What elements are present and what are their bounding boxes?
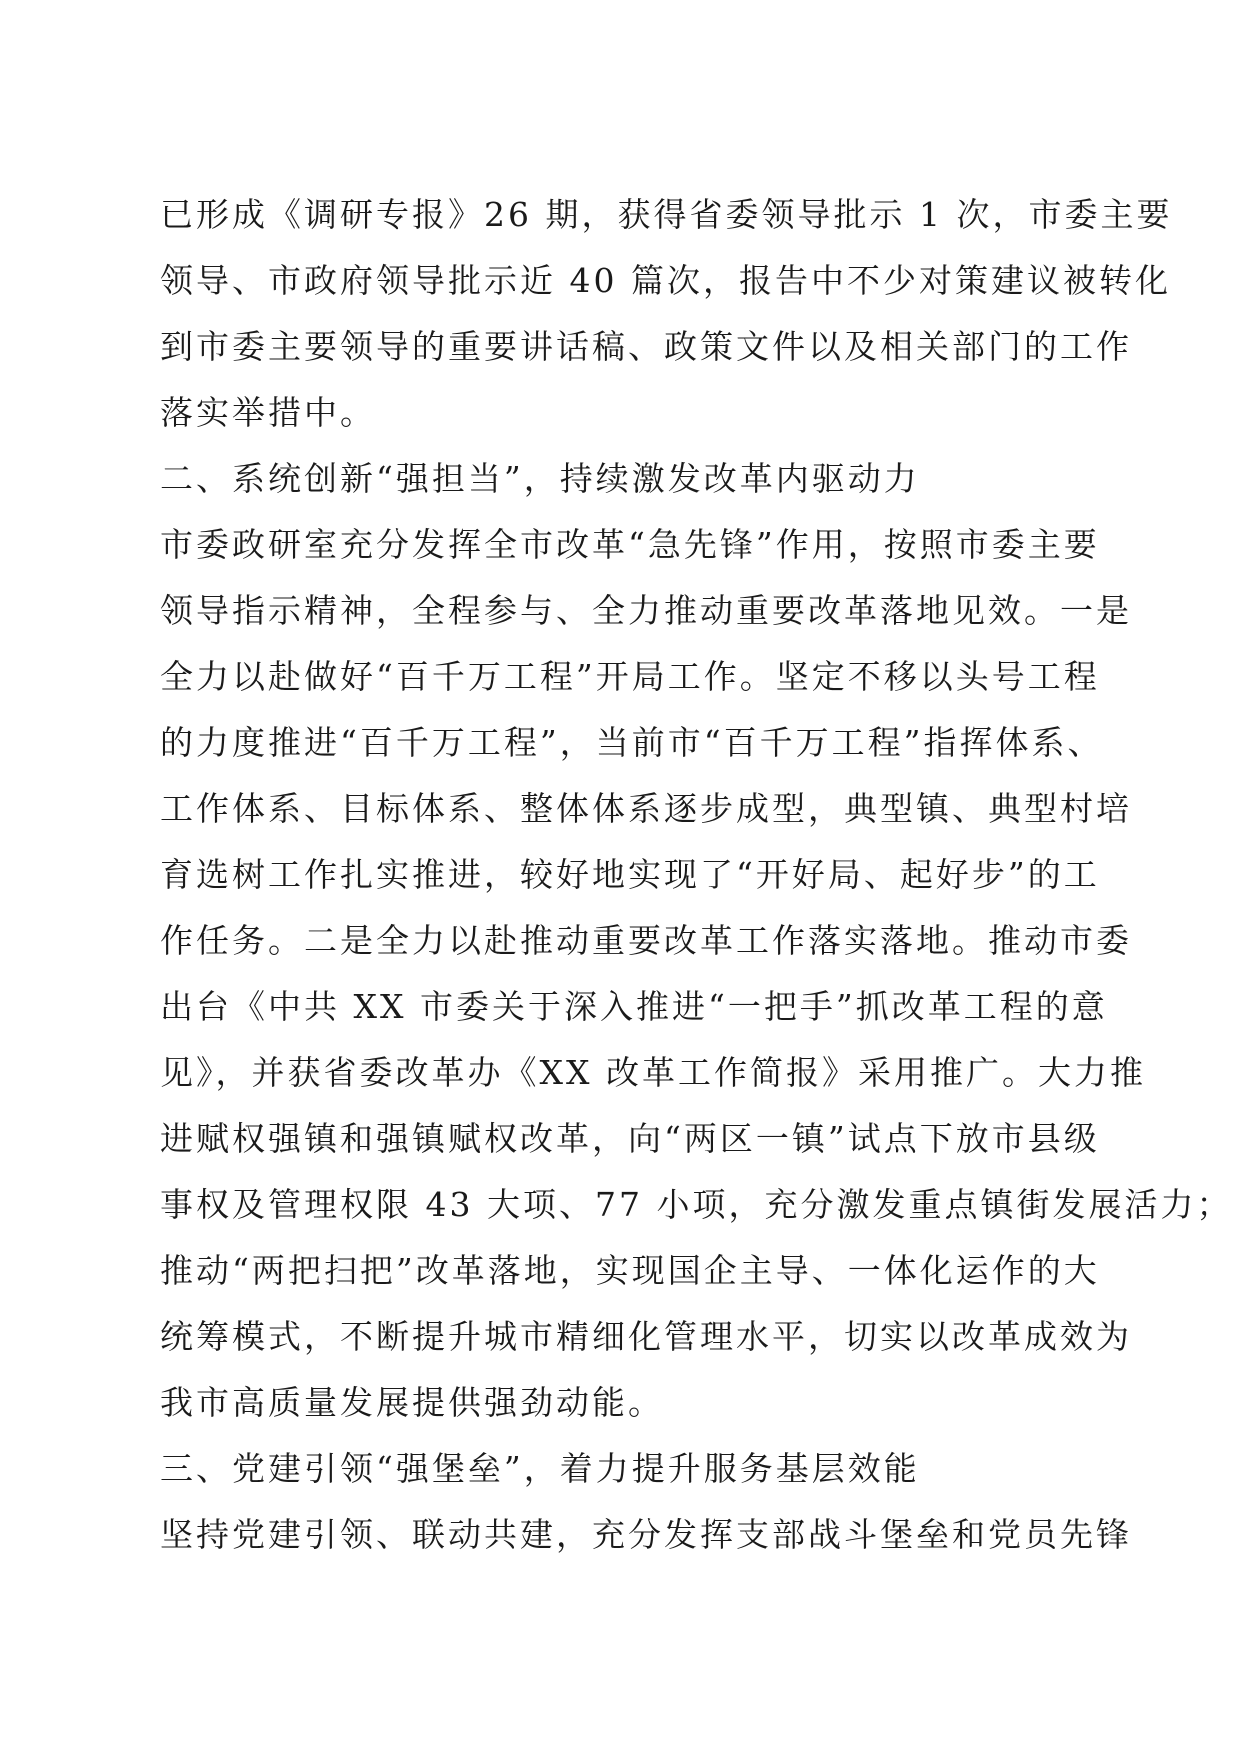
text-line: 出台《中共 XX 市委关于深入推进“一把手”抓改革工程的意: [160, 987, 1108, 1026]
text-line: 的力度推进“百千万工程”，当前市“百千万工程”指挥体系、: [160, 723, 1104, 762]
text-line: 工作体系、目标体系、整体体系逐步成型，典型镇、典型村培: [160, 789, 1132, 828]
text-line: 见》，并获省委改革办《XX 改革工作简报》采用推广。大力推: [160, 1053, 1146, 1092]
text-line: 事权及管理权限 43 大项、77 小项，充分激发重点镇街发展活力；: [160, 1185, 1233, 1224]
text-line: 到市委主要领导的重要讲话稿、政策文件以及相关部门的工作: [160, 327, 1132, 366]
text-line: 落实举措中。: [160, 393, 376, 432]
text-line: 统筹模式，不断提升城市精细化管理水平，切实以改革成效为: [160, 1317, 1132, 1356]
text-line: 已形成《调研专报》26 期，获得省委领导批示 1 次，市委主要: [160, 195, 1173, 234]
section-heading-2: 二、系统创新“强担当”，持续激发改革内驱动力: [160, 459, 920, 498]
text-line: 育选树工作扎实推进，较好地实现了“开好局、起好步”的工: [160, 855, 1100, 894]
section-heading-3: 三、党建引领“强堡垒”，着力提升服务基层效能: [160, 1449, 920, 1488]
text-line: 全力以赴做好“百千万工程”开局工作。坚定不移以头号工程: [160, 657, 1100, 696]
body-text: [160, 182, 1233, 1568]
text-line: 进赋权强镇和强镇赋权改革，向“两区一镇”试点下放市县级: [160, 1119, 1100, 1158]
text-line: 推动“两把扫把”改革落地，实现国企主导、一体化运作的大: [160, 1251, 1100, 1290]
text-line: 领导指示精神，全程参与、全力推动重要改革落地见效。一是: [160, 591, 1132, 630]
text-line: 市委政研室充分发挥全市改革“急先锋”作用，按照市委主要: [160, 525, 1100, 564]
text-line: 作任务。二是全力以赴推动重要改革工作落实落地。推动市委: [160, 921, 1132, 960]
text-line: 领导、市政府领导批示近 40 篇次，报告中不少对策建议被转化: [160, 261, 1171, 300]
text-line: 坚持党建引领、联动共建，充分发挥支部战斗堡垒和党员先锋: [160, 1515, 1132, 1554]
text-line: 我市高质量发展提供强劲动能。: [160, 1383, 664, 1422]
